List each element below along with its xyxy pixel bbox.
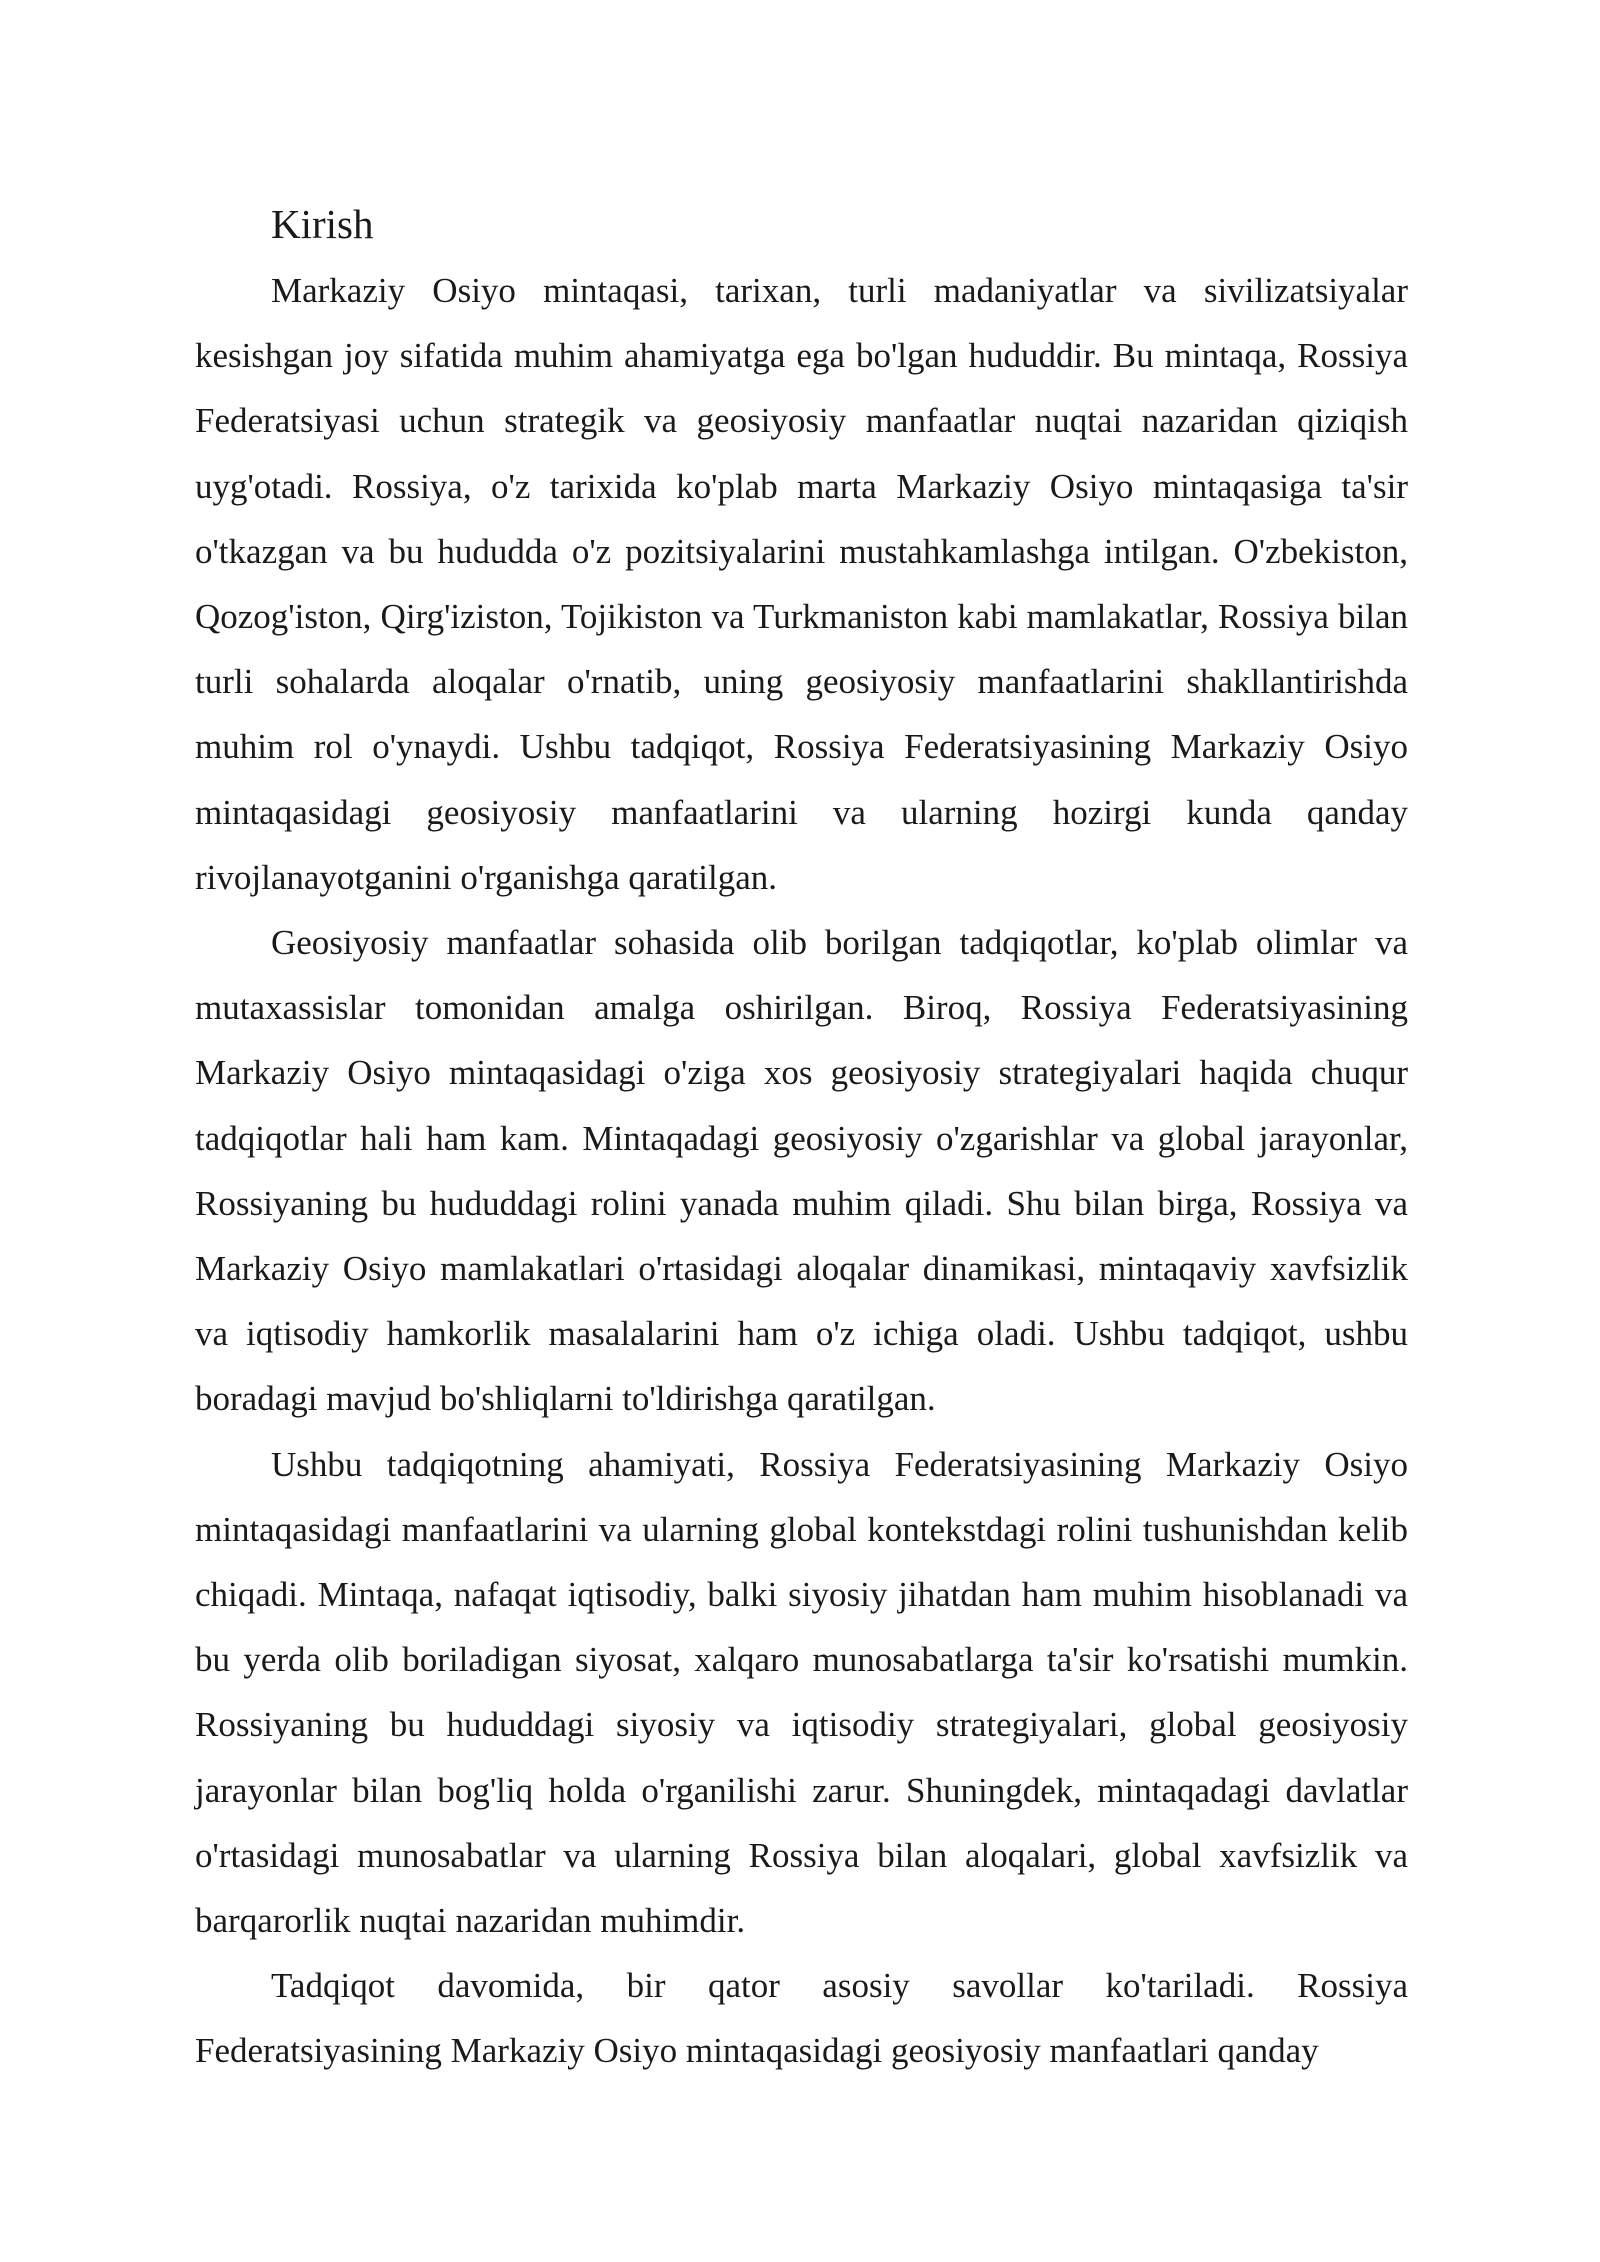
paragraph-4: Tadqiqot davomida, bir qator asosiy savollar ko'tariladi. Rossiya Federatsiyasining Markaziy Osiyo mintaqasidagi geosiyosiy manfaatlari qanday	[195, 1966, 1408, 2071]
paragraph-1: Markaziy Osiyo mintaqasi, tarixan, turli madaniyatlar va sivilizatsiyalar kesishgan joy sifatida muhim ahamiyatga ega bo'lgan hududdir. Bu mintaqa, Rossiya Federatsiyasi uchun strategik va geosiyosiy manfaatlar nuqtai nazaridan qiziqish uyg'otadi. Rossiya, o'z tarixida ko'plab marta Markaziy Osiyo mintaqasiga ta'sir o'tkazgan va bu hududda o'z pozitsiyalarini mustahkamlashga intilgan. O'zbekiston, Qozog'iston, Qirg'iziston, Tojikiston va Turkmaniston kabi mamlakatlar, Rossiya bilan turli sohalarda aloqalar o'rnatib, uning geosiyosiy manfaatlarini shakllantirishda muhim rol o'ynaydi. Ushbu tadqiqot, Rossiya Federatsiyasining Markaziy Osiyo mintaqasidagi geosiyosiy manfaatlarini va ularning hozirgi kunda qanday rivojlanayotganini o'rganishga qaratilgan.	[195, 271, 1408, 897]
paragraph-3: Ushbu tadqiqotning ahamiyati, Rossiya Federatsiyasining Markaziy Osiyo mintaqasidagi manfaatlarini va ularning global kontekstdagi rolini tushunishdan kelib chiqadi. Mintaqa, nafaqat iqtisodiy, balki siyosiy jihatdan ham muhim hisoblanadi va bu yerda olib boriladigan siyosat, xalqaro munosabatlarga ta'sir ko'rsatishi mumkin. Rossiyaning bu hududdagi siyosiy va iqtisodiy strategiyalari, global geosiyosiy jarayonlar bilan bog'liq holda o'rganilishi zarur. Shuningdek, mintaqadagi davlatlar o'rtasidagi munosabatlar va ularning Rossiya bilan aloqalari, global xavfsizlik va barqarorlik nuqtai nazaridan muhimdir.	[195, 1444, 1408, 1941]
paragraph-2: Geosiyosiy manfaatlar sohasida olib borilgan tadqiqotlar, ko'plab olimlar va mutaxassislar tomonidan amalga oshirilgan. Biroq, Rossiya Federatsiyasining Markaziy Osiyo mintaqasidagi o'ziga xos geosiyosiy strategiyalari haqida chuqur tadqiqotlar hali ham kam. Mintaqadagi geosiyosiy o'zgarishlar va global jarayonlar, Rossiyaning bu hududdagi rolini yanada muhim qiladi. Shu bilan birga, Rossiya va Markaziy Osiyo mamlakatlari o'rtasidagi aloqalar dinamikasi, mintaqaviy xavfsizlik va iqtisodiy hamkorlik masalalarini ham o'z ichiga oladi. Ushbu tadqiqot, ushbu boradagi mavjud bo'shliqlarni to'ldirishga qaratilgan.	[195, 923, 1408, 1419]
section-heading: Kirish	[271, 201, 374, 247]
document-body	[195, 190, 1408, 2084]
